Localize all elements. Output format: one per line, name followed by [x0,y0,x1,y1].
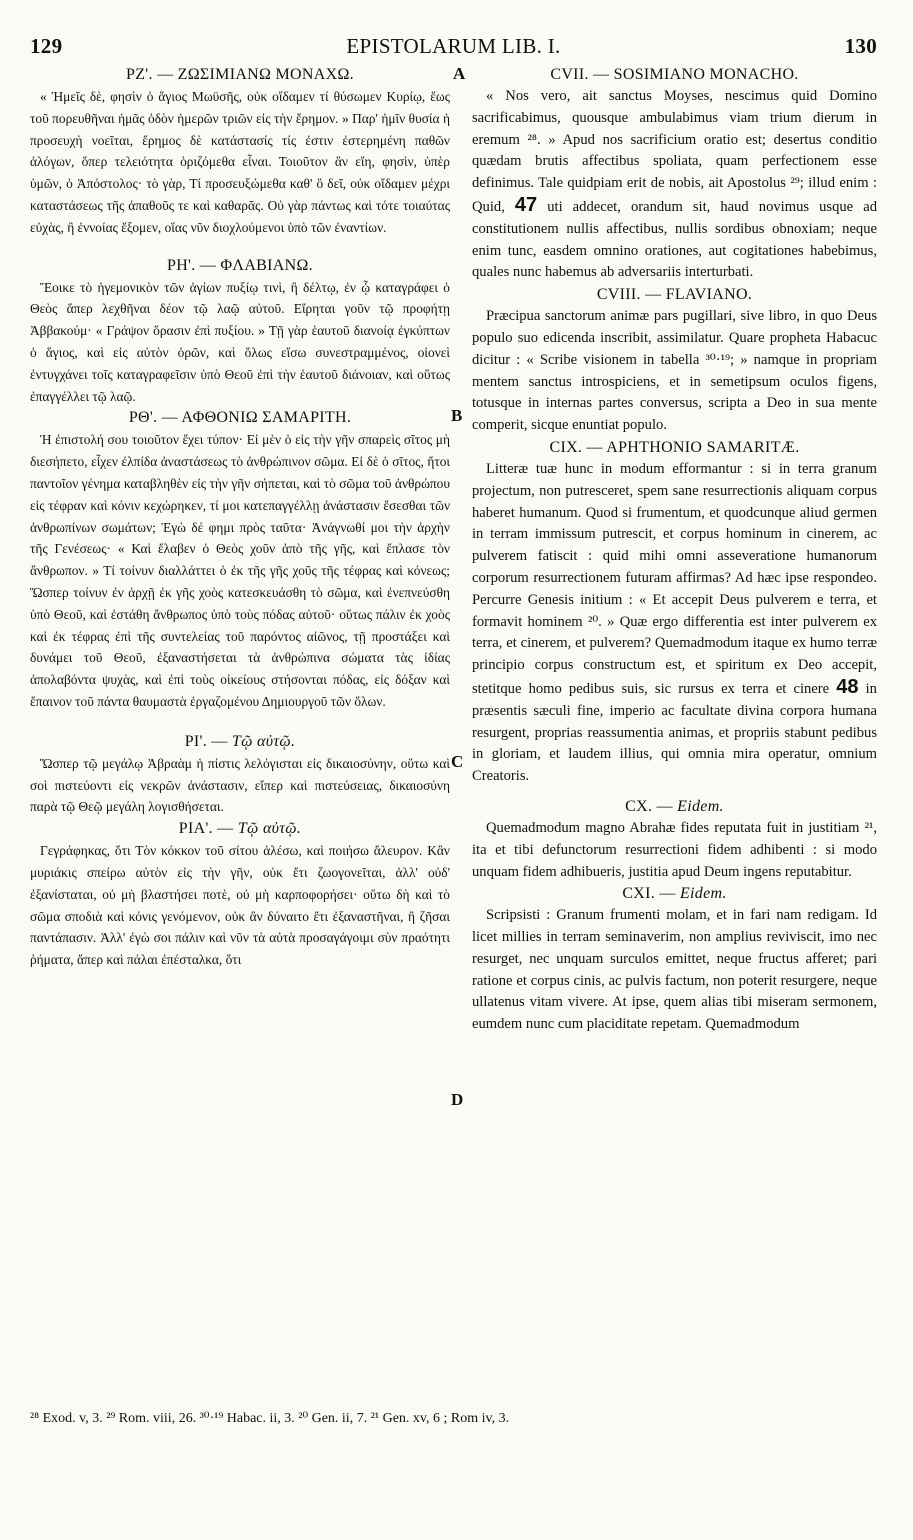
text-segment: Litteræ tuæ hunc in modum efformantur : si in terra granum projectum, non putresceret, spem sane resurrectionis aliquam corpus haberet humanum. Quod si frumentum, et quodcunque aliud germen in terram immissum putrescit, et corpus hominum in cinerem, ac pulverem fatiscit : quid mihi omni asseveratione humanorum corporum resurrectionem futuram affirmas? Ad hæc ipse respondeo. Percurre Genesis initium : « Et accepit Deus pulverem e terra, et formavit hominem ²⁰. » Quæ ergo differentia est inter pulverem ex terra, et cinerem, et pulverem? Quemadmodum itaque ex humo terræ principio corpus constructum est, et spiritum ex Deo accepit, stetitque homo pedibus suis, sic rursus ex terra et cinere [472,460,877,697]
letter-110-latin [472,796,877,883]
page-header [30,34,877,60]
letter-title [30,818,450,840]
letter-text: Quemadmodum magno Abrahæ fides reputata fuit in justitiam ²¹, ita et tibi defunctorum resurrectioni fidem adhibenti : si modo unquam fidem adhibueris, justitia apud Deum ingens reputabitur. [472,819,877,880]
letter-text: Γεγράφηκας, ὅτι Τὸν κόκκον τοῦ σίτου ἀλέσω, καὶ ποιήσω ἄλευρον. Κἂν μυριάκις σπείρω αὐτὸν εἰς τὴν γῆν, οὐκ ἔτι ζωογονεῖται, ἀλλ' οὐδ' ἐξανίσταται, οὐ μὴ βλαστήσει ποτὲ, οὐ μὴ καρποφορήσει· οὕτω δὴ καὶ τὸ σῶμα σποδιὰ καὶ κόνις γενόμενον, οὐκ ἂν δύναιτο ἔτι ἐξαναστῆναι, ἢ ζῆσαι παντάπασιν. Ἀλλ' ἐγὼ σοι πάλιν καὶ νῦν τὰ αὐτὰ προσαγάγοιμι σὺν πραότητι ῥήματα, ἅπερ καὶ πάλαι ἐπέσταλκα, ὅτι [30,843,450,968]
letter-title: CVIII. — FLAVIANO. [596,286,753,304]
column-number: 47 [514,193,538,216]
footnotes: ²⁸ Exod. v, 3. ²⁹ Rom. viii, 26. ³⁰·¹⁹ Habac. ii, 3. ²⁰ Gen. ii, 7. ²¹ Gen. xv, 6 ; Rom iv, 3. [30,1411,510,1426]
letter-text: Ἔοικε τὸ ἡγεμονικὸν τῶν ἁγίων πυξίῳ τινὶ, ἢ δέλτῳ, ἐν ᾧ καταγράφει ὁ Θεὸς ἅπερ λεχθῆναι δέον τῷ λαῷ αὐτοῦ. Εἴρηται γοῦν τῷ προφήτῃ Ἀββακούμ· « Γράψον ὅρασιν ἐπὶ πυξίου. » Τῇ γὰρ ἑαυτοῦ διανοίᾳ ἐγκύπτων ὁ ἅγιος, καὶ εἰς αὐτὸν ὁρῶν, καὶ ὅλως εἴσω συνεστραμμένος, οἱονεὶ ἐντυγχάνει τοῖς καταγραφεῖσιν ὑπὸ Θεοῦ ἐπὶ τὴν ἑαυτοῦ διάνοιαν, καὶ οὕτως ἐπαγγέλλει τῷ λαῷ. [30,279,450,404]
letter-recipient: Τῷ αὐτῷ. [237,820,302,838]
margin-marker-b: B [451,406,463,425]
letter-110-greek [30,731,450,818]
letter-number: CX. — [625,797,673,815]
letter-number: ΡΙΑ'. — [178,820,234,838]
letter-recipient: Τῷ αὐτῷ. [231,732,296,750]
running-title: EPISTOLARUM LIB. I. [346,34,561,58]
letter-recipient: Eidem. [677,797,724,815]
margin-marker-a: A [453,64,466,83]
letter-text: Scripsisti : Granum frumenti molam, et in fari nam redigam. Id licet millies in terram seminaverim, non amplius reviviscit, imo nec resurget, nec unquam surculos emittet, neque fructus afferet; pari ratione et corpus cinis, ac pulvis factum, non poterit resurgere, neque ullatenus vitam vivere. At ipse, quem alias tibi miseram sermonem, eumdem nunc cum placiditate repetam. Quemadmodum [472,907,877,1033]
column-number: 48 [836,675,859,698]
letter-109-greek [30,407,450,712]
text-segment: uti addecet, orandum sit, haud novimus usque ad constitutionem nullis affectibus, nullis sordibus obnoxiam; neque enim tunc, easdem omnino orationes, aut cogitationes habebimus, quales nunc habemus ab adversariis interturbati. [472,198,877,281]
greek-column [30,64,450,971]
letter-title [30,731,450,753]
margin-marker-d: D [451,1090,464,1109]
letter-text [472,459,877,788]
letter-text: Præcipua sanctorum animæ pars pugillari, sive libro, in quo Deus populo suo edicenda inscribit, assimilatur. Quare propheta Habacuc dicitur : « Scribe visionem in tabella ³⁰·¹⁹; » namque in propriam mentem sanctus introspiciens, et in semetipsum oculos figens, totusque in internas partes conversus, scripta a Deo in sua mente comperit, sicque enuntiat populo. [472,308,877,434]
letter-number: ΡΙ'. — [184,732,228,750]
letter-107-latin [472,64,877,284]
letter-108-greek [30,255,450,408]
letter-text: « Ἡμεῖς δὲ, φησὶν ὁ ἅγιος Μωϋσῆς, οὐκ οἴδαμεν τί θύσωμεν Κυρίῳ, ἕως τοῦ πορευθῆναι ἡμᾶς ὁδὸν ἡμερῶν τριῶν εἰς τὴν ἔρημον. » Παρ' ἡμῖν θυσία ἡ προσευχὴ νοεῖται, ἔρημος δὲ κατάστασίς τίς ἐστιν ἐστερημένη παθῶν ἀλόγων, ὅπερ τελειότητα ὁριζόμεθα εἶναι. Τοιοῦτον ἂν εἴη, φησὶν, ὑπὲρ ὑμῶν, ὁ Ἀπόστολος· τὸ γὰρ, Τί προσευξώμεθα καθ' ὃ δεῖ, οὐκ οἴδαμεν μέχρι καταστάσεως τῆς ἀπαθοῦς τε καὶ καθαρᾶς. Οὐ γὰρ πάντως καὶ τότε τοιαύτας εὐχὰς, ἢ ἐννοίας ἕξομεν, οἵας νῦν διοχλούμενοι ὑπὸ τῶν ἐναντίων. [30,89,450,235]
text-segment: « Nos vero, ait sanctus Moyses, nescimus quid Domino sacrificabimus, quousque ambulabimus viam trium dierum in eremum ²⁸. » Apud nos sacrificium oratio est; desertus conditio quædam brutis affectibus spoliata, quam perfectionem esse definimus. Tale quidpiam erit de nobis, ait Apostolus ²⁹; illud enim : Quid, [472,88,877,215]
letter-111-greek [30,818,450,971]
letter-text: Ἡ ἐπιστολή σου τοιοῦτον ἔχει τύπον· Εἰ μὲν ὁ εἰς τὴν γῆν σπαρεὶς σῖτος μὴ διεσήπετο, εἶχεν ἐλπίδα ἀναστάσεως τὸ ἀνθρώπινον σῶμα. Εἰ δὲ ὁ σῖτος, ἤτοι παντοῖον γένημα καταβληθὲν εἰς τὴν γῆν σήπεται, καὶ τὸ σῶμα τοῦ ἀνθρώπου εἰς τέφραν καὶ κόνιν κεχώρηκεν, τί μοι κατεπαγγέλλῃ ἀνάστασιν ἔσεσθαι τῶν ἀνθρωπίνων σωμάτων; Ἐγὼ δέ φημι πρὸς ταῦτα· Ἀνάγνωθί μοι τὴν ἀρχὴν τῆς Γενέσεως· « Καὶ ἔλαβεν ὁ Θεὸς χοῦν ἀπὸ τῆς γῆς, καὶ ἔπλασε τὸν ἄνθρωπον. » Τί τοίνυν διαλλάττει ὁ ἐκ τῆς γῆς χοῦς τῆς τέφρας καὶ κόνεως; Ὥσπερ τοίνυν ἐν ἀρχῇ ἐκ γῆς χοὸς κατεσκευάσθη τὸ σῶμα, καὶ ἐνεπνεύσθη ὑπὸ Θεοῦ, καὶ ἐστάθη ἄνθρωπος ὑπὸ τοὺς πόδας αὐτοῦ· οὕτως πάλιν ἐκ χοὸς καὶ ἐκ τέφρας ἐπὶ τῆς συντελείας τοῦ παρόντος αἰῶνος, τῇ προστάξει καὶ δυνάμει τοῦ Θεοῦ, ἐξαναστήσεται τὰ ἀνθρώπινα σώματα τὰς ἰδίας ἀπολαβόντα ψυχὰς, καὶ ἐπὶ τοὺς οἰκείους στήσονται πόδας, εἰς δόξαν καὶ ἔπαινον τοῦ πάντα θαυμαστὰ ἐργαζομένου Δημιουργοῦ τῶν ὅλων. [30,432,450,709]
margin-marker-c: C [451,752,464,771]
letter-title: ΡΗ'. — ΦΛΑΒΙΑΝΩ. [167,256,313,274]
letter-title: CVII. — SOSIMIANO MONACHO. [550,66,799,83]
letter-title [472,883,877,905]
letter-111-latin [472,883,877,1036]
letter-title: CIX. — APHTHONIO SAMARITÆ. [549,438,800,456]
letter-109-latin [472,437,877,788]
letter-title [472,796,877,818]
letter-number: CXI. — [622,885,676,903]
letter-text [472,86,877,284]
letter-title: ΡΘ'. — ΑΦΘΟΝΙΩ ΣΑΜΑΡΙΤΗ. [128,409,352,427]
letter-recipient: Eidem. [679,885,727,903]
latin-column [472,64,877,1036]
page-number-left: 129 [30,34,63,58]
letter-title: ΡΖ'. — ΖΩΣΙΜΙΑΝΩ ΜΟΝΑΧΩ. [126,66,354,83]
text-segment: in præsentis sæculi fine, imperio ac facultate divina corpora humana resurgent, proprias reassumentia animas, et propriis stabunt pedibus in gloriam, et laudem illius, qui omnia mira operatur, omnium Creatoris. [472,680,877,785]
letter-text: Ὥσπερ τῷ μεγάλῳ Ἀβραὰμ ἡ πίστις λελόγισται εἰς δικαιοσύνην, οὕτω καὶ σοὶ πιστεύοντι εἰς νεκρῶν ἀνάστασιν, εἴπερ καὶ πιστεύσειας, δικαιοσύνη παρὰ τῷ Θεῷ μεγάλη λογισθήσεται. [30,755,450,815]
letter-107-greek [30,64,450,239]
page-number-right: 130 [844,34,877,58]
letter-108-latin [472,284,877,437]
